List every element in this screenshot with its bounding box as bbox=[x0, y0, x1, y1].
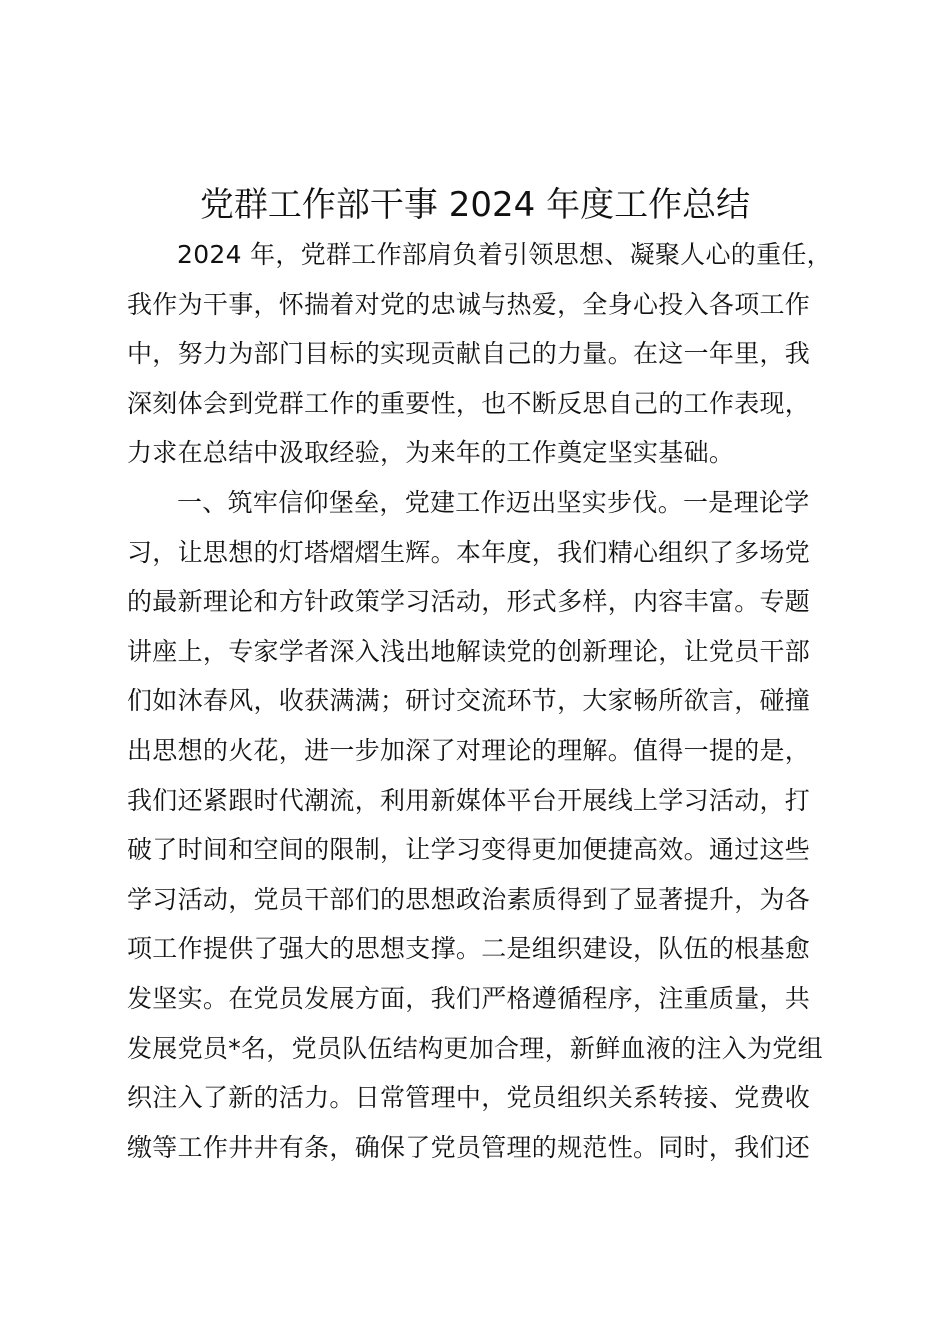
paragraph-line: 项工作提供了强大的思想支撑。二是组织建设，队伍的根基愈 bbox=[127, 934, 811, 964]
paragraph-line: 学习活动，党员干部们的思想政治素质得到了显著提升，为各 bbox=[127, 884, 811, 914]
paragraph-line: 织注入了新的活力。日常管理中，党员组织关系转接、党费收 bbox=[127, 1083, 811, 1113]
paragraph-line: 的最新理论和方针政策学习活动，形式多样，内容丰富。专题 bbox=[127, 587, 811, 617]
document-body bbox=[127, 230, 857, 1172]
paragraph-line: 缴等工作井井有条，确保了党员管理的规范性。同时，我们还 bbox=[127, 1132, 811, 1162]
paragraph-line: 习，让思想的灯塔熠熠生辉。本年度，我们精心组织了多场党 bbox=[127, 537, 811, 567]
paragraph-line: 们如沐春风，收获满满；研讨交流环节，大家畅所欲言，碰撞 bbox=[127, 686, 811, 716]
paragraph-line: 发坚实。在党员发展方面，我们严格遵循程序，注重质量，共 bbox=[127, 983, 811, 1013]
paragraph-line: 一、筑牢信仰堡垒，党建工作迈出坚实步伐。一是理论学 bbox=[177, 487, 810, 517]
paragraph-line: 深刻体会到党群工作的重要性，也不断反思自己的工作表现， bbox=[127, 388, 811, 418]
paragraph-line: 中，努力为部门目标的实现贡献自己的力量。在这一年里，我 bbox=[127, 339, 811, 369]
paragraph-line: 我们还紧跟时代潮流，利用新媒体平台开展线上学习活动，打 bbox=[127, 785, 811, 815]
paragraph-line: 发展党员*名，党员队伍结构更加合理，新鲜血液的注入为党组 bbox=[127, 1033, 823, 1063]
paragraph-line: 力求在总结中汲取经验，为来年的工作奠定坚实基础。 bbox=[127, 438, 735, 468]
paragraph-line: 破了时间和空间的限制，让学习变得更加便捷高效。通过这些 bbox=[127, 835, 811, 865]
document-title: 党群工作部干事 2024 年度工作总结 bbox=[199, 185, 751, 225]
paragraph-line: 2024 年，党群工作部肩负着引领思想、凝聚人心的重任， bbox=[177, 240, 832, 269]
paragraph-line: 我作为干事，怀揣着对党的忠诚与热爱，全身心投入各项工作 bbox=[127, 289, 811, 319]
paragraph-line: 出思想的火花，进一步加深了对理论的理解。值得一提的是， bbox=[127, 735, 811, 765]
paragraph-line: 讲座上，专家学者深入浅出地解读党的创新理论，让党员干部 bbox=[127, 636, 811, 666]
